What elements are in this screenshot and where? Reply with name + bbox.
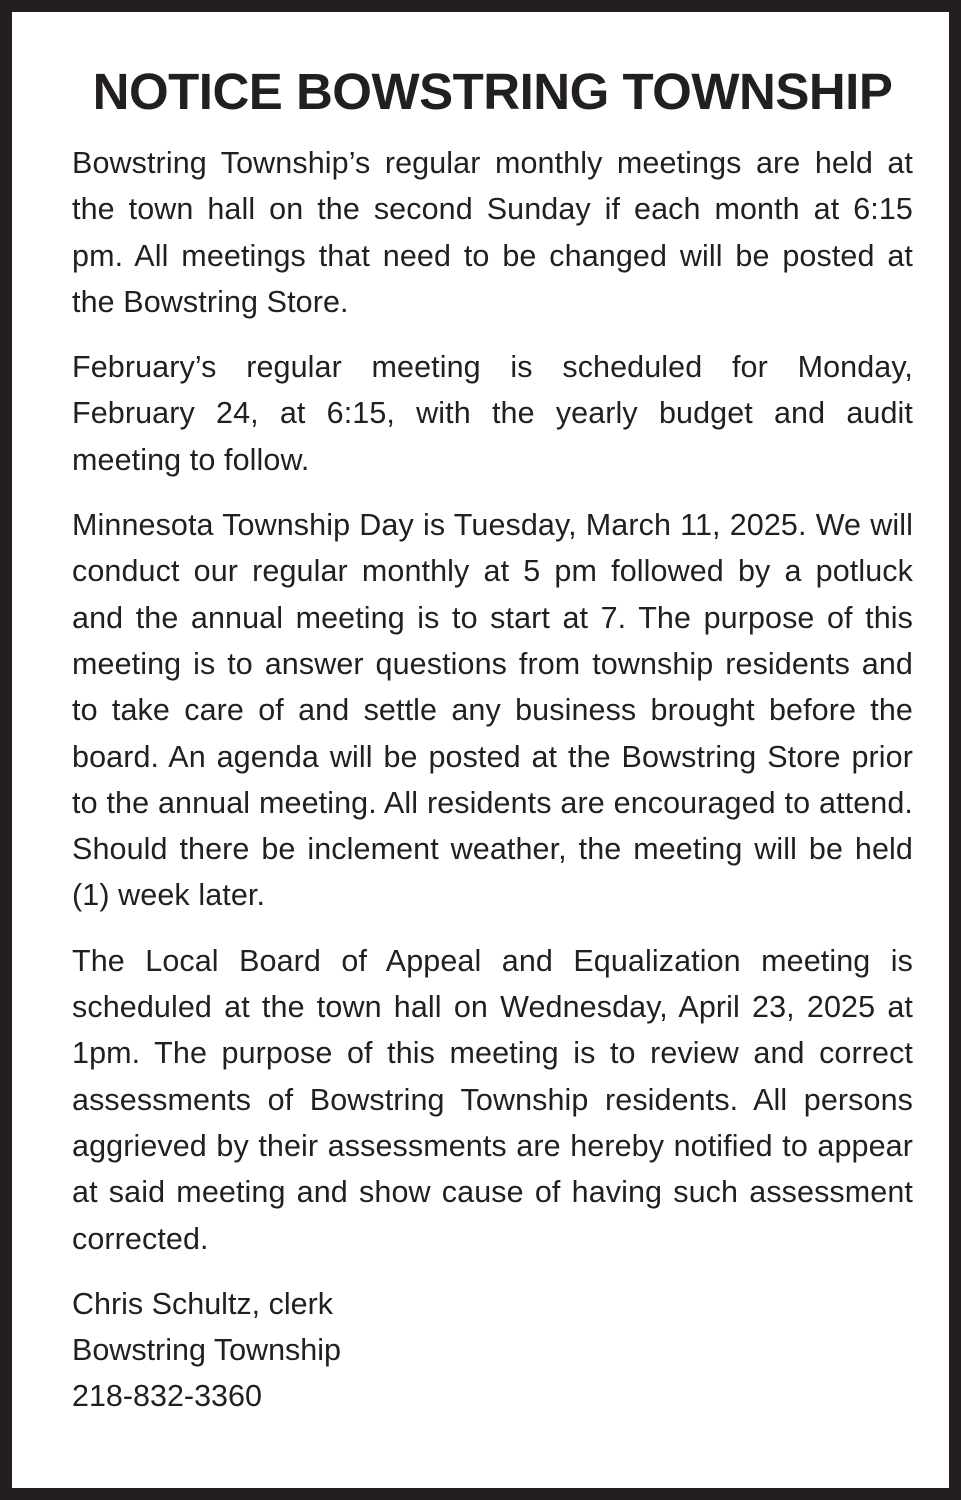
signature-organization: Bowstring Township [72,1333,341,1368]
february-meeting-paragraph: February’s regular meeting is scheduled for Monday, February 24, at 6:15, with the yearly budget and audit meeting to follow. [72,350,913,477]
notice-content [72,56,913,1420]
signature-name: Chris Schultz, clerk [72,1286,334,1321]
meeting-schedule-paragraph: Bowstring Township’s regular monthly meetings are held at the town hall on the second Sunday if each month at 6:15 pm. All meetings that need to be changed will be posted at the Bowstring Store. [72,146,913,319]
signature-phone: 218-832-3360 [72,1379,262,1414]
township-day-paragraph: Minnesota Township Day is Tuesday, March 11, 2025. We will conduct our regular monthly at 5 pm followed by a potluck and the annual meeting is to start at 7. The purpose of this meeting is to answer questions from township residents and to take care of and settle any business brought before the board. An agenda will be posted at the Bowstring Store prior to the annual meeting. All residents are encouraged to attend. Should there be inclement weather, the meeting will be held (1) week later. [72,508,913,913]
board-of-appeal-paragraph: The Local Board of Appeal and Equalization meeting is scheduled at the town hall on Wednesday, April 23, 2025 at 1pm. The purpose of this meeting is to review and correct assessments of Bowstring Township residents. All persons aggrieved by their assessments are hereby notified to appear at said meeting and show cause of having such assessment corrected. [72,943,913,1256]
notice-title: NOTICE BOWSTRING TOWNSHIP [92,63,893,120]
signature-block [72,1281,913,1420]
